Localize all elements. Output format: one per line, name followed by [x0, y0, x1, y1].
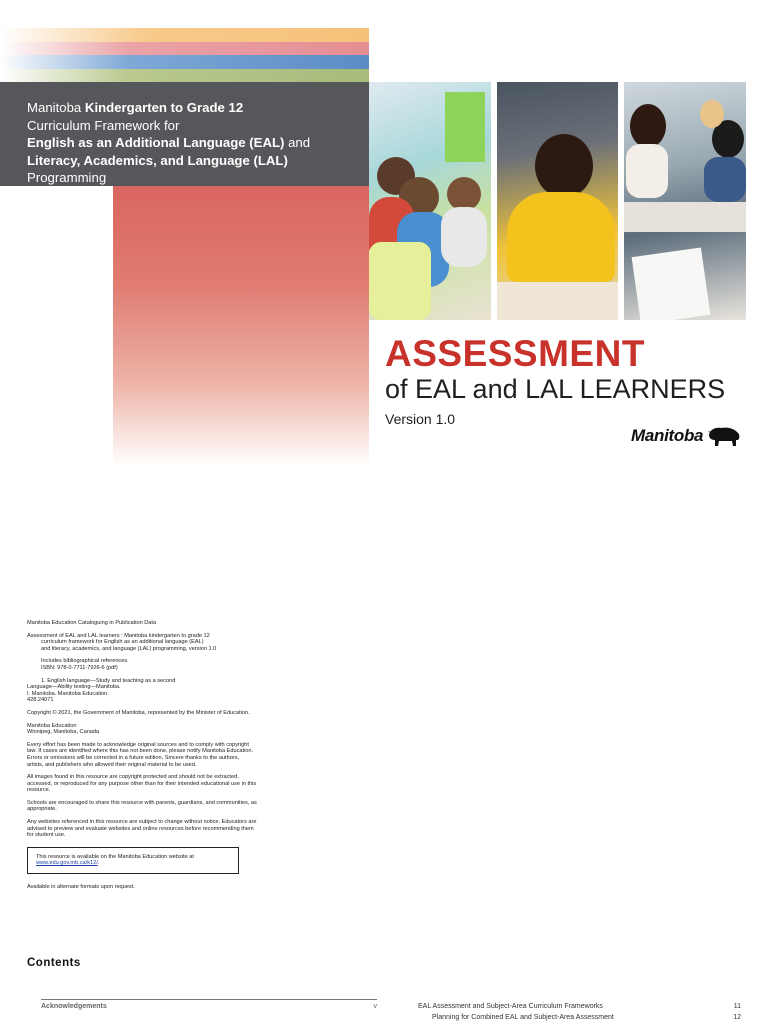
manitoba-logo [631, 424, 741, 448]
band-line-4-suffix: Programming [27, 170, 107, 185]
title-main: ASSESSMENT [385, 333, 645, 374]
toc-right-column [418, 1003, 741, 1025]
toc-entry-label: EAL Assessment and Subject-Area Curriculum Frameworks [418, 1003, 603, 1010]
subject-line-2: Language—Ability testing—Manitoba. [27, 684, 121, 691]
contents-heading: Contents [27, 957, 81, 969]
photo-student-writing [497, 82, 618, 320]
stripe-pink [0, 42, 369, 56]
toc-entry-page: v [373, 1003, 377, 1010]
band-line-1-prefix: Manitoba [27, 100, 85, 115]
images-note: All images found in this resource are copyright protected and should not be extracted, accessed, or reproduced for any purpose other than for their intended educational use in this resource. [27, 774, 257, 794]
logo-text: Manitoba [631, 426, 704, 445]
photo-children-reading [369, 82, 491, 320]
toc-entry-page: 12 [733, 1014, 741, 1021]
band-line-1-bold: Kindergarten to Grade 12 [84, 100, 244, 115]
band-line-1 [27, 99, 369, 117]
toc-entry-label: Planning for Combined EAL and Subject-Area Assessment [432, 1014, 614, 1021]
cover-photos [369, 82, 746, 320]
subject-line-3: I. Manitoba. Manitoba Education. [27, 690, 109, 697]
includes-text: Includes bibliographical references. [41, 658, 129, 665]
band-line-3-suffix: and [284, 135, 311, 150]
subject-line-1: 1. English language—Study and teaching as a second [41, 677, 176, 684]
framework-title-band [0, 82, 369, 186]
toc-entry[interactable] [418, 1014, 741, 1025]
catalog-record [27, 633, 257, 653]
availability-box [27, 847, 239, 874]
class-number: 428.24071 [27, 697, 54, 704]
version-label: Version 1.0 [385, 411, 456, 427]
catalog-subjects [27, 678, 257, 704]
record-line-1: Assessment of EAL and LAL learners : Manitoba kindergarten to grade 12 [27, 632, 210, 639]
red-gradient-panel [113, 186, 369, 466]
publisher-line-1: Manitoba Education [27, 722, 77, 729]
cataloguing-data [27, 620, 257, 897]
stripe-orange [0, 28, 369, 42]
website-link[interactable]: www.edu.gov.mb.ca/k12/ [36, 860, 98, 867]
alternate-formats: Available in alternate formats upon request. [27, 884, 135, 891]
copyright-text: Copyright © 2021, the Government of Manitoba, represented by the Minister of Education. [27, 709, 250, 716]
band-line-4-bold: Literacy, Academics, and Language (LAL) [27, 152, 288, 168]
toc-entry-label: Acknowledgements [41, 1003, 107, 1010]
record-line-2: curriculum framework for English as an additional language (EAL) [41, 639, 204, 646]
isbn-text: ISBN: 978-0-7711-7926-6 (pdf) [41, 664, 118, 671]
band-line-4 [27, 152, 369, 187]
band-line-3-bold: English as an Additional Language (EAL) [27, 135, 285, 150]
effort-note: Every effort has been made to acknowledge original sources and to comply with copyright law. If cases are identified where this has not been done, please notify Manitoba Education. Errors or omissions will be corrected in a future edition. Sincere thanks to the authors, artists, and publishers who allowed their original material to be used. [27, 741, 254, 768]
band-line-2: Curriculum Framework for [27, 117, 180, 133]
toc-entry-page: 11 [733, 1003, 741, 1010]
record-line-3: and literacy, academics, and language (LAL) programming, version 1.0 [41, 645, 217, 652]
toc-left-entry[interactable] [41, 999, 377, 1010]
share-note: Schools are encouraged to share this resource with parents, guardians, and communities, as appropriate. [27, 799, 257, 813]
cover-title [385, 334, 725, 427]
availability-period: . [97, 860, 100, 867]
color-stripes [0, 28, 369, 82]
band-line-3 [27, 134, 369, 152]
catalog-heading: Manitoba Education Cataloguing in Publication Data [27, 620, 157, 626]
title-sub: of EAL and LAL LEARNERS [385, 374, 726, 404]
stripe-green [0, 69, 369, 83]
photo-teens-studying [624, 82, 746, 320]
publisher [27, 723, 257, 736]
availability-text: This resource is available on the Manitoba Education website at [36, 853, 194, 860]
websites-note: Any websites referenced in this resource are subject to change without notice. Educators are advised to preview and evaluate websites and online resources before recommending them for student use. [27, 819, 257, 839]
catalog-includes [27, 658, 257, 671]
publisher-line-2: Winnipeg, Manitoba, Canada [27, 729, 100, 736]
bison-icon [707, 425, 741, 447]
toc-entry[interactable] [418, 1003, 741, 1014]
stripe-blue [0, 55, 369, 69]
